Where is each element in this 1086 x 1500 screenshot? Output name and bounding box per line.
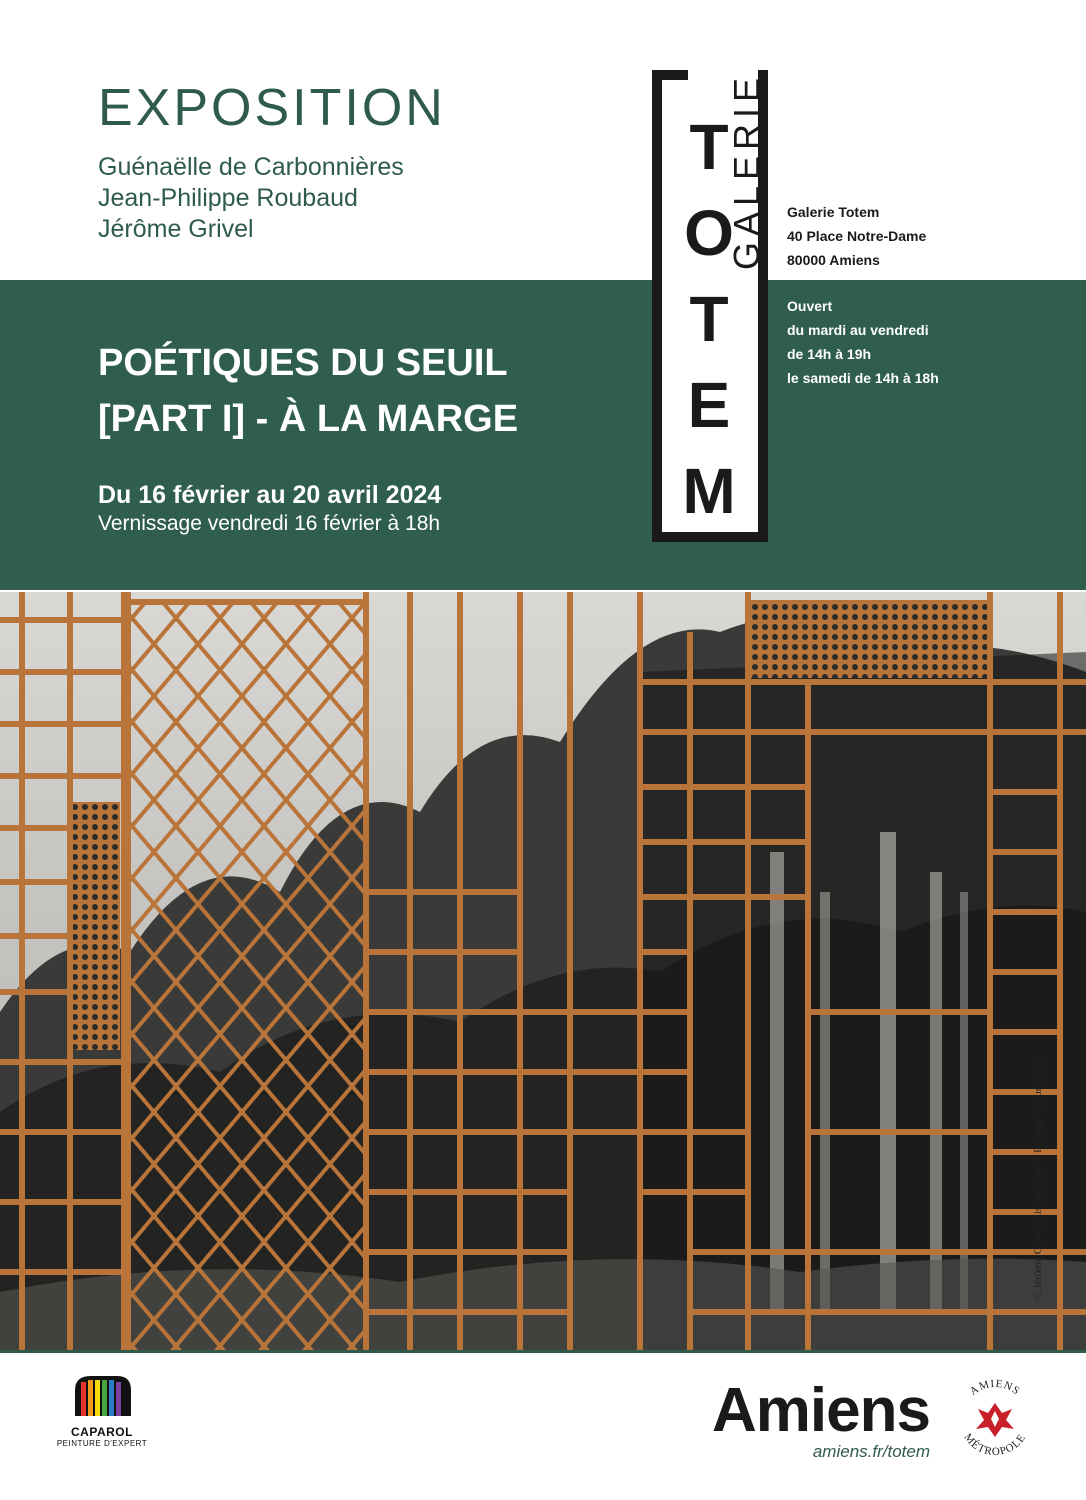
vernissage-info: Vernissage vendredi 16 février à 18h: [98, 512, 441, 535]
artist-list: [98, 152, 404, 245]
address-line: 40 Place Notre-Dame: [787, 228, 927, 244]
amiens-wordmark: Amiens: [712, 1376, 930, 1445]
amiens-logo: [682, 1378, 930, 1462]
exhibition-title: [98, 335, 518, 447]
hours-line: du mardi au vendredi: [787, 322, 929, 338]
artist-name: Jérôme Grivel: [98, 215, 254, 243]
address-line: 80000 Amiens: [787, 252, 880, 268]
exhibition-dates: [98, 480, 441, 538]
caparol-logo: [52, 1372, 152, 1448]
artwork-credit: © Jérôme Grivel, Lisière 2, série Paysage-clôture, 2023: [1032, 1055, 1044, 1300]
footer-divider: [0, 1350, 1086, 1353]
hours-line: Ouvert: [787, 298, 833, 314]
date-range: Du 16 février au 20 avril 2024: [98, 481, 442, 509]
metropole-emblem-icon: [950, 1375, 1040, 1465]
exposition-heading: EXPOSITION: [98, 79, 446, 137]
exhibition-subtitle-line: [PART I] - À LA MARGE: [98, 398, 519, 440]
gallery-address: [787, 200, 926, 272]
hours-line: de 14h à 19h: [787, 346, 872, 362]
metropole-bottom-text: MÉTROPOLE: [961, 1431, 1029, 1459]
amiens-metropole-logo: [950, 1375, 1040, 1465]
metropole-top-text: AMIENS: [967, 1377, 1023, 1398]
artwork-image: [0, 592, 1086, 1350]
artwork-illustration: [0, 592, 1086, 1350]
artist-name: Guénaëlle de Carbonnières: [98, 153, 404, 181]
opening-hours: [787, 294, 939, 390]
logo-letter: T: [689, 111, 729, 183]
logo-letter: T: [689, 283, 729, 355]
caparol-name: CAPAROL: [71, 1425, 133, 1439]
artist-name: Jean-Philippe Roubaud: [98, 184, 358, 212]
galerie-vertical-text: GALERIE: [726, 71, 767, 270]
logo-letter: M: [682, 455, 736, 527]
logo-letter: E: [687, 369, 731, 441]
svg-text:AMIENS: [968, 1378, 1023, 1398]
caparol-tagline: PEINTURE D'EXPERT: [56, 1439, 148, 1448]
exhibition-title-line: POÉTIQUES DU SEUIL: [98, 342, 508, 384]
caparol-elephant-icon: [67, 1372, 137, 1418]
address-line: Galerie Totem: [787, 204, 880, 220]
amiens-url: amiens.fr/totem: [812, 1442, 930, 1461]
hours-line: le samedi de 14h à 18h: [787, 370, 939, 386]
logo-letter: O: [684, 197, 734, 269]
